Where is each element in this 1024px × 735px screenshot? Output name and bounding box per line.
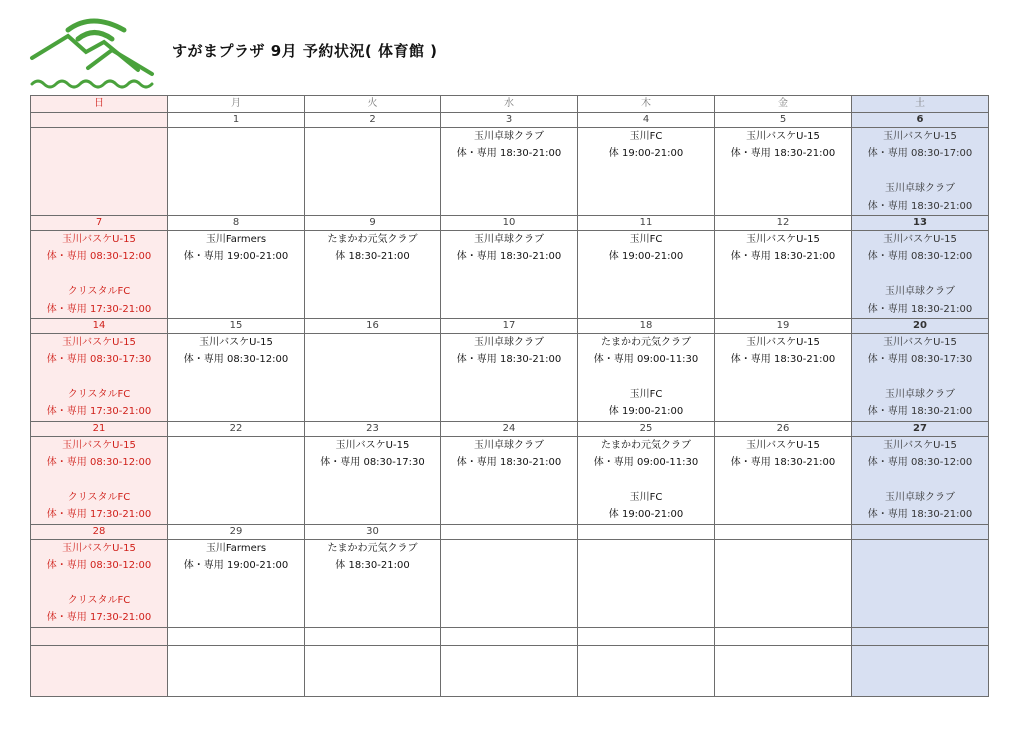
reservation-time: 体・専用 17:30-21:00	[46, 406, 152, 418]
spacer	[852, 369, 988, 386]
reservation-cell	[578, 436, 715, 524]
date-number: 13	[852, 215, 989, 230]
reservation-cell	[305, 436, 441, 524]
date-number	[441, 524, 578, 539]
date-row	[31, 318, 989, 333]
reservation-club: 玉川バスケU-15	[746, 336, 820, 348]
empty-cell	[31, 645, 168, 696]
reservation-time: 体・専用 17:30-21:00	[46, 612, 152, 624]
reservation-club: 玉川卓球クラブ	[474, 336, 544, 348]
weekday-tue: 火	[305, 96, 441, 113]
reservation-club: クリスタルFC	[67, 389, 131, 401]
date-number: 5	[715, 113, 852, 128]
reservation-time: 体・専用 08:30-17:30	[46, 354, 152, 366]
reservation-cell	[578, 128, 715, 216]
spacer	[852, 472, 988, 489]
reservation-cell	[168, 436, 305, 524]
weekday-sun: 日	[31, 96, 168, 113]
reservation-time: 体・専用 18:30-21:00	[867, 406, 973, 418]
reservation-club: 玉川卓球クラブ	[474, 233, 544, 245]
reservation-cell	[441, 436, 578, 524]
reservation-club: 玉川FC	[629, 389, 663, 401]
date-number: 20	[852, 318, 989, 333]
reservation-cell	[852, 539, 989, 627]
empty-cell	[578, 627, 715, 645]
reservation-row	[31, 128, 989, 216]
reservation-time: 体・専用 17:30-21:00	[46, 509, 152, 521]
reservation-cell	[852, 333, 989, 421]
reservation-cell	[715, 436, 852, 524]
empty-cell	[578, 645, 715, 696]
reservation-time: 体・専用 18:30-21:00	[867, 200, 973, 212]
reservation-time: 体・専用 18:30-21:00	[456, 251, 562, 263]
reservation-time: 体・専用 08:30-12:00	[46, 251, 152, 263]
date-number: 9	[305, 215, 441, 230]
spacer	[31, 472, 167, 489]
reservation-club: たまかわ元気クラブ	[327, 542, 418, 554]
reservation-cell	[578, 333, 715, 421]
spacer	[31, 575, 167, 592]
reservation-time: 体・専用 18:30-21:00	[730, 148, 836, 160]
reservation-cell	[715, 128, 852, 216]
empty-cell	[305, 627, 441, 645]
empty-cell	[715, 645, 852, 696]
reservation-cell	[168, 230, 305, 318]
weekday-mon: 月	[168, 96, 305, 113]
reservation-cell	[715, 333, 852, 421]
empty-cell	[852, 627, 989, 645]
date-number	[852, 524, 989, 539]
empty-cell	[168, 627, 305, 645]
reservation-cell	[168, 539, 305, 627]
reservation-club: 玉川FC	[629, 233, 663, 245]
reservation-time: 体・専用 09:00-11:30	[593, 457, 699, 469]
date-number	[31, 113, 168, 128]
empty-cell	[852, 645, 989, 696]
reservation-time: 体 18:30-21:00	[335, 251, 410, 263]
reservation-cell	[168, 128, 305, 216]
reservation-cell	[852, 128, 989, 216]
date-row	[31, 524, 989, 539]
date-number: 2	[305, 113, 441, 128]
date-number: 30	[305, 524, 441, 539]
empty-cell	[31, 627, 168, 645]
reservation-row	[31, 436, 989, 524]
reservation-row	[31, 539, 989, 627]
reservation-club: 玉川バスケU-15	[335, 439, 410, 451]
reservation-club: 玉川バスケU-15	[883, 336, 957, 348]
spacer	[852, 163, 988, 180]
reservation-time: 体・専用 18:30-21:00	[456, 354, 562, 366]
weekday-sat: 土	[852, 96, 989, 113]
spacer	[578, 369, 714, 386]
empty-cell	[168, 645, 305, 696]
page-title: すがまプラザ 9月 予約状況( 体育館 )	[172, 42, 438, 60]
reservation-time: 体 19:00-21:00	[608, 406, 684, 418]
reservation-cell	[305, 128, 441, 216]
reservation-club: 玉川バスケU-15	[199, 336, 273, 348]
empty-cell	[441, 627, 578, 645]
reservation-club: たまかわ元気クラブ	[327, 233, 418, 245]
reservation-time: 体 19:00-21:00	[608, 251, 684, 263]
date-number: 29	[168, 524, 305, 539]
reservation-cell	[31, 333, 168, 421]
date-number: 22	[168, 421, 305, 436]
weekday-wed: 水	[441, 96, 578, 113]
weekday-header-row	[31, 96, 989, 113]
reservation-club: たまかわ元気クラブ	[601, 336, 691, 348]
reservation-time: 体・専用 18:30-21:00	[730, 251, 836, 263]
date-number: 15	[168, 318, 305, 333]
date-number: 11	[578, 215, 715, 230]
reservation-club: 玉川卓球クラブ	[885, 183, 955, 195]
reservation-time: 体 18:30-21:00	[335, 560, 410, 572]
reservation-time: 体・専用 08:30-12:00	[46, 457, 152, 469]
date-number: 10	[441, 215, 578, 230]
spacer	[31, 266, 167, 283]
reservation-time: 体・専用 18:30-21:00	[730, 354, 836, 366]
date-row	[31, 113, 989, 128]
spacer	[852, 266, 988, 283]
reservation-cell	[305, 333, 441, 421]
date-row	[31, 215, 989, 230]
empty-cell	[441, 645, 578, 696]
empty-row	[31, 627, 989, 645]
reservation-cell	[578, 539, 715, 627]
reservation-club: 玉川FC	[629, 131, 663, 142]
reservation-club: 玉川Farmers	[205, 233, 267, 245]
reservation-club: 玉川FC	[629, 492, 663, 504]
reservation-club: 玉川卓球クラブ	[885, 492, 955, 504]
spacer	[31, 369, 167, 386]
date-number: 19	[715, 318, 852, 333]
date-number: 26	[715, 421, 852, 436]
weekday-thu: 木	[578, 96, 715, 113]
reservation-club: 玉川バスケU-15	[883, 439, 957, 451]
reservation-club: 玉川バスケU-15	[746, 131, 820, 142]
reservation-cell	[578, 230, 715, 318]
reservation-time: 体 19:00-21:00	[608, 148, 684, 160]
reservation-club: 玉川バスケU-15	[883, 233, 957, 245]
date-number: 12	[715, 215, 852, 230]
reservation-cell	[168, 333, 305, 421]
reservation-time: 体・専用 18:30-21:00	[456, 148, 562, 160]
reservation-club: 玉川卓球クラブ	[885, 389, 955, 401]
empty-cell	[305, 645, 441, 696]
reservation-cell	[441, 539, 578, 627]
date-number: 17	[441, 318, 578, 333]
spacer	[578, 472, 714, 489]
reservation-time: 体・専用 18:30-21:00	[456, 457, 562, 469]
date-number: 23	[305, 421, 441, 436]
reservation-time: 体・専用 18:30-21:00	[867, 509, 973, 521]
reservation-cell	[852, 230, 989, 318]
reservation-time: 体・専用 09:00-11:30	[593, 354, 699, 366]
date-row	[31, 421, 989, 436]
reservation-club: 玉川バスケU-15	[62, 542, 136, 554]
reservation-club: 玉川バスケU-15	[883, 131, 957, 142]
reservation-cell	[31, 539, 168, 627]
reservation-time: 体・専用 08:30-12:00	[46, 560, 152, 572]
reservation-club: クリスタルFC	[67, 594, 131, 606]
date-number: 21	[31, 421, 168, 436]
date-number: 28	[31, 524, 168, 539]
reservation-time: 体・専用 08:30-17:30	[320, 457, 425, 469]
reservation-cell	[305, 539, 441, 627]
date-number: 14	[31, 318, 168, 333]
reservation-club: 玉川バスケU-15	[746, 439, 820, 451]
reservation-club: 玉川卓球クラブ	[474, 131, 544, 142]
reservation-time: 体・専用 08:30-17:00	[867, 148, 973, 160]
date-number: 3	[441, 113, 578, 128]
reservation-cell	[441, 128, 578, 216]
reservation-cell	[441, 230, 578, 318]
date-number: 6	[852, 113, 989, 128]
date-number	[715, 524, 852, 539]
reservation-cell	[852, 436, 989, 524]
date-number: 16	[305, 318, 441, 333]
reservation-time: 体・専用 18:30-21:00	[867, 303, 973, 315]
reservation-club: たまかわ元気クラブ	[601, 439, 691, 451]
sugama-plaza-logo	[28, 8, 156, 92]
date-number: 27	[852, 421, 989, 436]
reservation-club: 玉川Farmers	[205, 542, 267, 554]
reservation-time: 体・専用 17:30-21:00	[46, 303, 152, 315]
reservation-club: クリスタルFC	[67, 492, 131, 504]
date-number: 7	[31, 215, 168, 230]
reservation-cell	[31, 128, 168, 216]
date-number: 24	[441, 421, 578, 436]
reservation-time: 体・専用 19:00-21:00	[183, 560, 289, 572]
date-number: 18	[578, 318, 715, 333]
reservation-club: 玉川卓球クラブ	[885, 286, 955, 298]
date-number: 1	[168, 113, 305, 128]
weekday-fri: 金	[715, 96, 852, 113]
reservation-row	[31, 230, 989, 318]
reservation-club: 玉川バスケU-15	[62, 336, 136, 348]
reservation-time: 体・専用 08:30-12:00	[183, 354, 289, 366]
date-number: 8	[168, 215, 305, 230]
reservation-club: 玉川バスケU-15	[62, 439, 136, 451]
reservation-time: 体・専用 08:30-17:30	[867, 354, 973, 366]
reservation-cell	[31, 436, 168, 524]
reservation-club: 玉川卓球クラブ	[474, 439, 544, 451]
empty-cell	[715, 627, 852, 645]
reservation-time: 体・専用 08:30-12:00	[867, 457, 973, 469]
reservation-time: 体・専用 18:30-21:00	[730, 457, 836, 469]
reservation-time: 体 19:00-21:00	[608, 509, 684, 521]
reservation-cell	[305, 230, 441, 318]
reservation-club: 玉川バスケU-15	[746, 233, 820, 245]
date-number	[578, 524, 715, 539]
calendar-table	[30, 95, 989, 697]
reservation-cell	[715, 230, 852, 318]
reservation-cell	[441, 333, 578, 421]
reservation-time: 体・専用 08:30-12:00	[867, 251, 973, 263]
reservation-club: クリスタルFC	[67, 286, 131, 298]
reservation-club: 玉川バスケU-15	[62, 233, 136, 245]
date-number: 25	[578, 421, 715, 436]
empty-row	[31, 645, 989, 696]
date-number: 4	[578, 113, 715, 128]
reservation-cell	[715, 539, 852, 627]
reservation-time: 体・専用 19:00-21:00	[183, 251, 289, 263]
reservation-cell	[31, 230, 168, 318]
reservation-row	[31, 333, 989, 421]
